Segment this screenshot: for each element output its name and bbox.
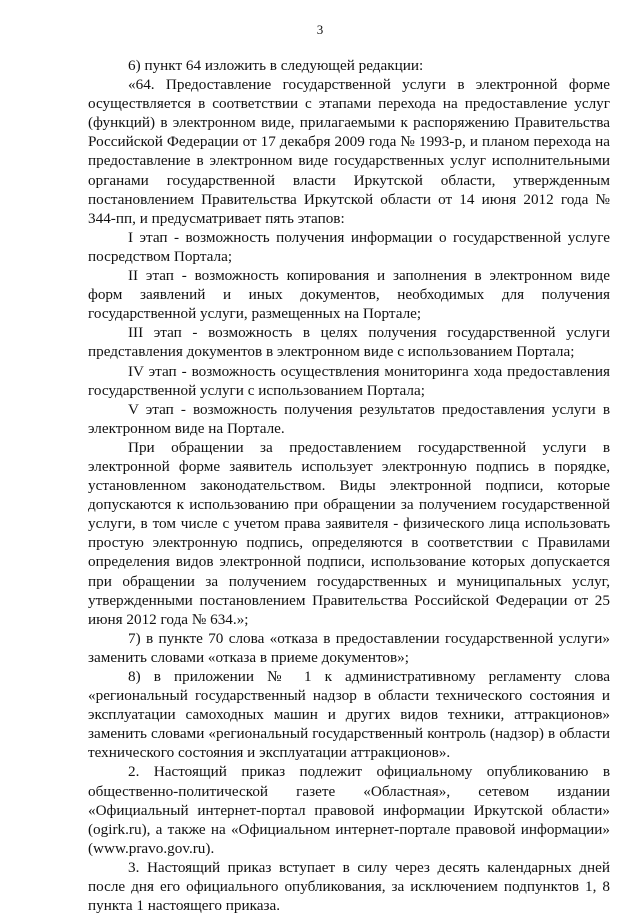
paragraph-stage-3: III этап - возможность в целях получения государственной услуги представления документов в электронном виде с использованием Портала; [88, 324, 610, 361]
document-body [88, 56, 610, 915]
paragraph-stage-4: IV этап - возможность осуществления мониторинга хода предоставления государственной услуги с использованием Портала; [88, 362, 610, 399]
paragraph-stage-5: V этап - возможность получения результатов предоставления услуги в электронном виде на Портале. [88, 400, 610, 437]
paragraph-stage-1: I этап - возможность получения информации о государственной услуге посредством Портала; [88, 228, 610, 265]
paragraph-stage-2: II этап - возможность копирования и заполнения в электронном виде форм заявлений и иных документов, необходимых для получения государственной услуги, размещенных на Портале; [88, 267, 610, 323]
paragraph-electronic-signature: При обращении за предоставлением государственной услуги в электронной форме заявитель использует электронную подпись в порядке, установленном законодательством. Виды электронной подписи, которые допускаются к использованию при обращении за получением государственной услуги, в том числе с учетом права заявителя - физического лица использовать простую электронную подпись, определяются в соответствии с Правилами определения видов электронной подписи, использование которых допускается при обращении за получением государственных и муниципальных услуг, утвержденными постановлением Правительства Российской Федерации от 25 июня 2012 года № 634.»; [88, 438, 610, 628]
paragraph-section-2: 2. Настоящий приказ подлежит официальному опубликованию в общественно-политической газете «Областная», сетевом издании «Официальный интернет-портал правовой информации Иркутской области» (ogirk.ru), а также на «Официальном интернет-портале правовой информации» (www.pravo.gov.ru). [88, 763, 610, 857]
paragraph-item-8: 8) в приложении № 1 к административному регламенту слова «региональный государственный надзор в области технического состояния и эксплуатации самоходных машин и других видов техники, аттракционов» заменить словами «региональный государственный контроль (надзор) в области технического состояния и эксплуатации аттракционов». [88, 668, 610, 762]
paragraph-section-3: 3. Настоящий приказ вступает в силу через десять календарных дней после дня его официального опубликования, за исключением подпунктов 1, 8 пункта 1 настоящего приказа. [88, 858, 610, 915]
paragraph-item-6-intro: 6) пункт 64 изложить в следующей редакции: [128, 57, 424, 74]
paragraph-point-64: «64. Предоставление государственной услуги в электронной форме осуществляется в соответствии с этапами перехода на предоставление услуг (функций) в электронном виде, прилагаемыми к распоряжению Правительства Российской Федерации от 17 декабря 2009 года № 1993-р, и планом перехода на предоставление в электронном виде государственных услуг исполнительными органами государственной власти Иркутской области, утвержденным постановлением Правительства Иркутской области от 14 июня 2012 года № 344-пп, и предусматривает пять этапов: [88, 76, 610, 227]
paragraph-item-7: 7) в пункте 70 слова «отказа в предоставлении государственной услуги» заменить словами «отказа в приеме документов»; [88, 629, 610, 666]
page-number: 3 [316, 22, 324, 37]
